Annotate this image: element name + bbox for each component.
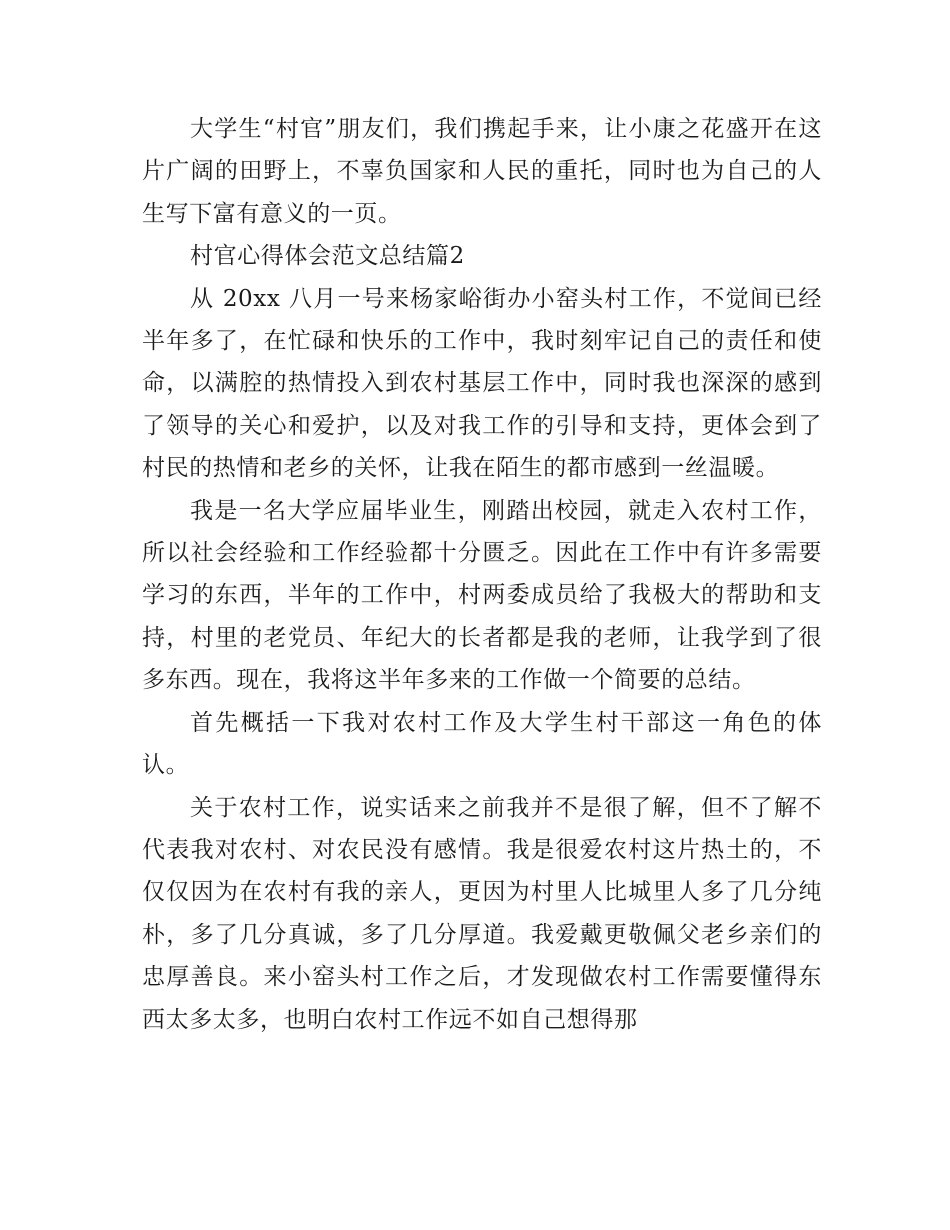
paragraph-background: 我是一名大学应届毕业生，刚踏出校园，就走入农村工作，所以社会经验和工作经验都十分匮乏。因此在工作中有许多需要学习的东西，半年的工作中，村两委成员给了我极大的帮助和支持，村里的老党员、年纪大的长者都是我的老师，让我学到了很多东西。现在，我将这半年多来的工作做一个简要的总结。 [142,497,822,694]
paragraph-closing-appeal: 大学生“村官”朋友们，我们携起手来，让小康之花盛开在这片广阔的田野上，不辜负国家和人民的重托，同时也为自己的人生写下富有意义的一页。 [142,116,822,227]
section-heading: 村官心得体会范文总结篇2 [190,243,465,270]
paragraph-overview: 首先概括一下我对农村工作及大学生村干部这一角色的体认。 [142,709,822,779]
document-body [142,108,822,1041]
paragraph-intro: 从 20xx 八月一号来杨家峪街办小窑头村工作，不觉间已经半年多了，在忙碌和快乐的工作中，我时刻牢记自己的责任和使命，以满腔的热情投入到农村基层工作中，同时我也深深的感到了领导的关心和爱护，以及对我工作的引导和支持，更体会到了村民的热情和老乡的关怀，让我在陌生的都市感到一丝温暖。 [142,285,822,482]
paragraph-rural-work: 关于农村工作，说实话来之前我并不是很了解，但不了解不代表我对农村、对农民没有感情。我是很爱农村这片热土的，不仅仅因为在农村有我的亲人，更因为村里人比城里人多了几分纯朴，多了几分真诚，多了几分厚道。我爱戴更敬佩父老乡亲们的忠厚善良。来小窑头村工作之后，才发现做农村工作需要懂得东西太多太多，也明白农村工作远不如自己想得那 [142,794,822,1033]
